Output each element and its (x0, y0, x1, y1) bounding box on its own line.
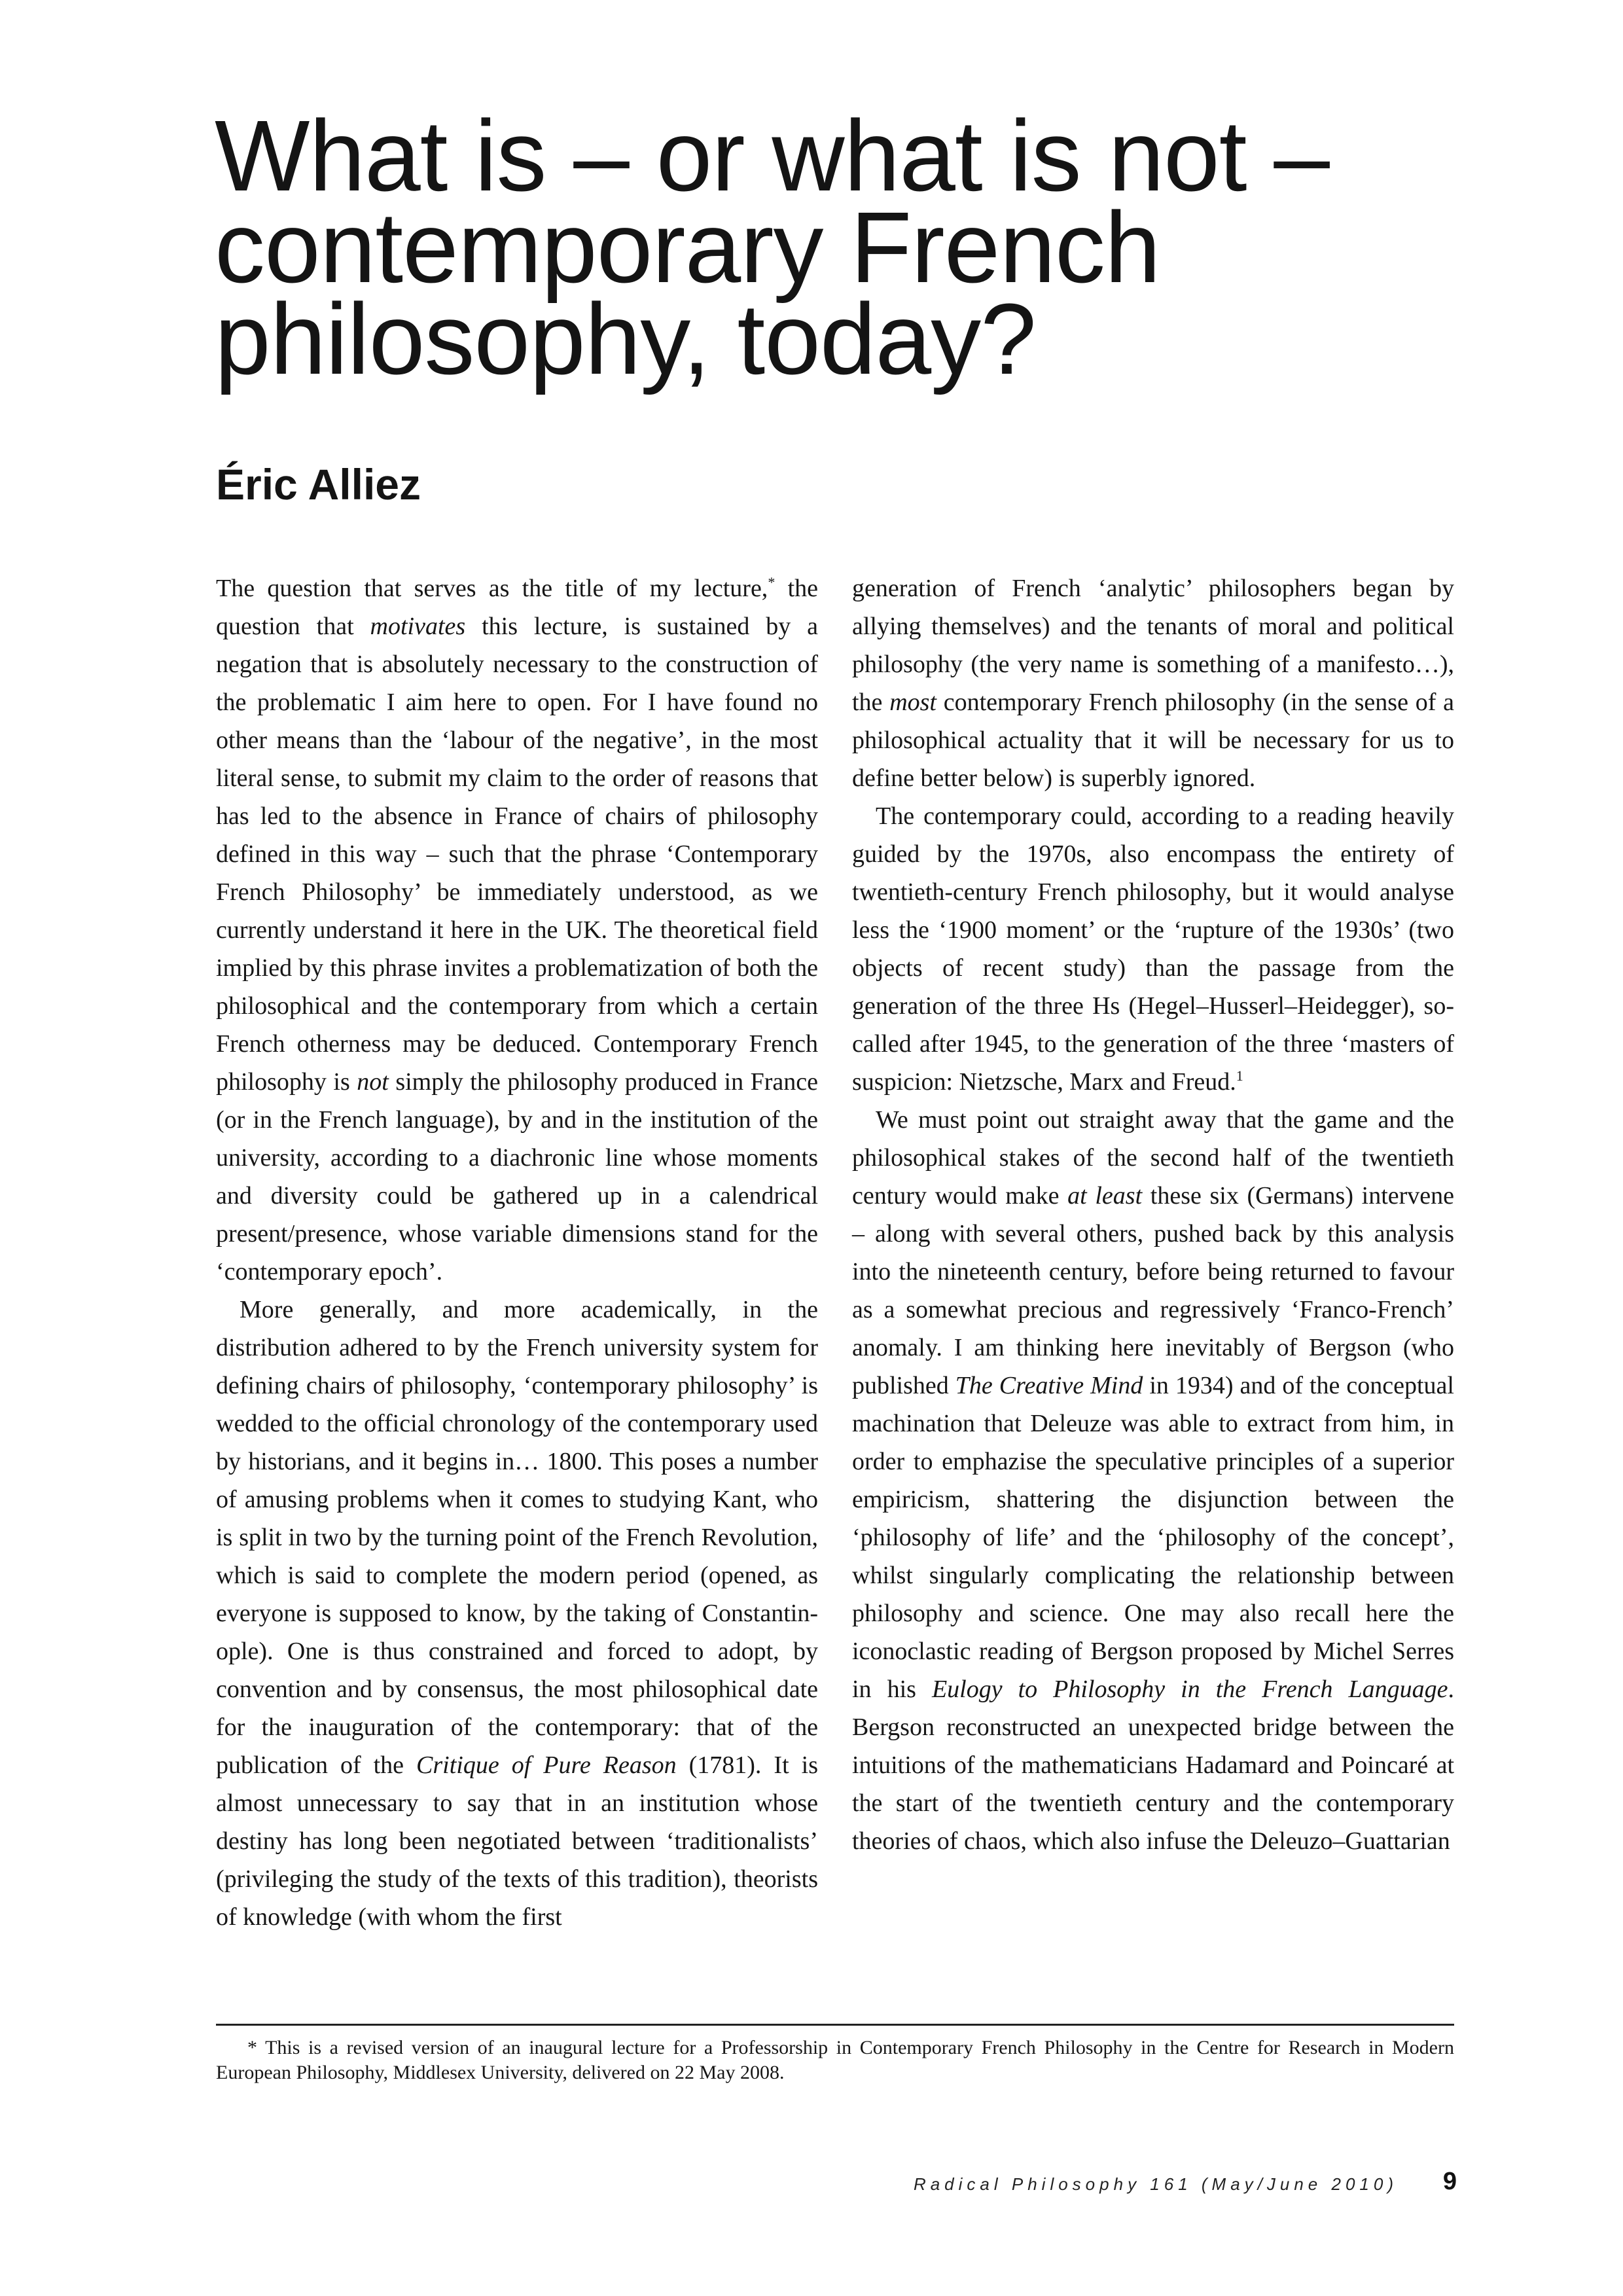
page-number: 9 (1442, 2168, 1457, 2195)
paragraph-text: The contemporary could, according to a reading heavily guided by the 1970s, also encompass the entirety of twentieth-century French philosophy, but it would analyse less the ‘1900 moment’ or the ‘rupture of the 1930s’ (two objects of recent study) than the passage from the generation of the three Hs (Hegel–Husserl–Heidegger), so-called after 1945, to the generation of the three ‘masters of suspicion: Nietzsche, Marx and Freud. (852, 802, 1454, 1096)
italic-text: at least (1067, 1182, 1143, 1210)
italic-text: Critique of Pure Reason (416, 1751, 677, 1779)
paragraph-text: the question that (216, 575, 818, 640)
footnote-divider (216, 2024, 1454, 2026)
footnote-marker: * (768, 574, 776, 590)
article-title-line: What is – or what is not – (215, 99, 1329, 212)
body-column-right (852, 569, 1454, 1860)
paragraph-text: We must point out straight away that the game and the philosophical stakes of the second half of the twentieth century would make (852, 1106, 1454, 1210)
author-name: Éric Alliez (216, 460, 421, 509)
paragraph-text: these six (Germans) intervene – along with several others, pushed back by this analysis into the nineteenth century, before being returned to favour as a somewhat precious and regressively ‘Franco-French’ anomaly. I am thinking here inevitably of Bergson (who published (852, 1182, 1455, 1399)
paragraph-text: this lecture, is sustained by a negation that is absolutely necessary to the construction of the problematic I aim here to open. For I have found no other means than the ‘labour of the negative’, in the most literal sense, to submit my claim to the order of reasons that has led to the absence in France of chairs of philosophy defined in this way – such that the phrase ‘Contemporary French Philosophy’ be immediately understood, as we currently understand it here in the UK. The theoretical field implied by this phrase invites a problematization of both the philosophical and the contemporary from which a certain French otherness may be deduced. Contemporary French philosophy is (216, 613, 818, 1096)
body-paragraph (216, 1291, 818, 1936)
paragraph-text: simply the philosophy produced in France (or in the French language), by and in the institution of the university, according to a diachronic line whose moments and diversity could be gathered up in a calendrical present/presence, whose variable dimensions stand for the ‘contemporary epoch’. (216, 1068, 818, 1285)
running-footer: Radical Philosophy 161 (May/June 2010) (913, 2174, 1398, 2194)
paragraph-text: More generally, and more academically, in the distribution adhered to by the French university system for defining chairs of philosophy, ‘contemporary philosophy’ is wedded to the official chronology of the contemporary used by historians, and it begins in… 1800. This poses a number of amusing problems when it comes to studying Kant, who is split in two by the turning point of the French Revolution, which is said to complete the modern period (opened, as everyone is supposed to know, by the taking of Constantinople). One is thus constrained and forced to adopt, by convention and by consensus, the most philosophical date for the inauguration of the contemporary: that of the publication of the (216, 1296, 818, 1779)
article-title (215, 99, 1458, 395)
footnote: * This is a revised version of an inaugural lecture for a Professorship in Contemporary French Philosophy in the Centre for Research in Modern European Philosophy, Middlesex University, delivered on 22 May 2008. (216, 2037, 1454, 2083)
body-paragraph (852, 1101, 1454, 1860)
paragraph-text: in 1934) and of the conceptual machination that Deleuze was able to extract from him, in order to emphazise the speculative principles of a superior empiricism, shattering the disjunction between the ‘philosophy of life’ and the ‘philosophy of the concept’, whilst singularly complicating the relationship between philosophy and science. One may also recall here the iconoclastic reading of Bergson proposed by Michel Serres in his (852, 1372, 1454, 1703)
italic-text: The Creative Mind (955, 1372, 1143, 1399)
paragraph-text: generation of French ‘analytic’ philosophers began by allying themselves) and the tenants of moral and political philosophy (the very name is something of a manifesto…), the (852, 575, 1454, 716)
paragraph-text: The question that serves as the title of my lecture, (216, 575, 768, 602)
body-paragraph (216, 569, 818, 1291)
article-title-line: contemporary French (215, 191, 1160, 304)
italic-text: not (357, 1068, 389, 1096)
footnote-marker: 1 (1236, 1067, 1243, 1084)
italic-text: motivates (370, 613, 466, 640)
body-paragraph (852, 569, 1454, 797)
body-column-left (216, 569, 818, 1936)
italic-text: Eulogy to Philosophy in the French Language (931, 1676, 1448, 1703)
article-title-line: philosophy, today? (215, 283, 1036, 395)
body-paragraph (852, 797, 1454, 1101)
paragraph-text: . Bergson reconstructed an unexpected bridge between the intuitions of the mathematicians Hadamard and Poincaré at the start of the twentieth century and the contemporary theories of chaos, which also infuse the Deleuzo–Guattarian (852, 1676, 1454, 1855)
italic-text: most (889, 689, 936, 716)
paragraph-text: contemporary French philosophy (in the sense of a philosophical actuality that it will be necessary for us to define better below) is superbly ignored. (852, 689, 1454, 792)
paragraph-text: (1781). It is almost unnecessary to say that in an institution whose destiny has long been negotiated between ‘traditionalists’ (privileging the study of the texts of this tradition), theorists of knowledge (with whom the first (216, 1751, 818, 1931)
